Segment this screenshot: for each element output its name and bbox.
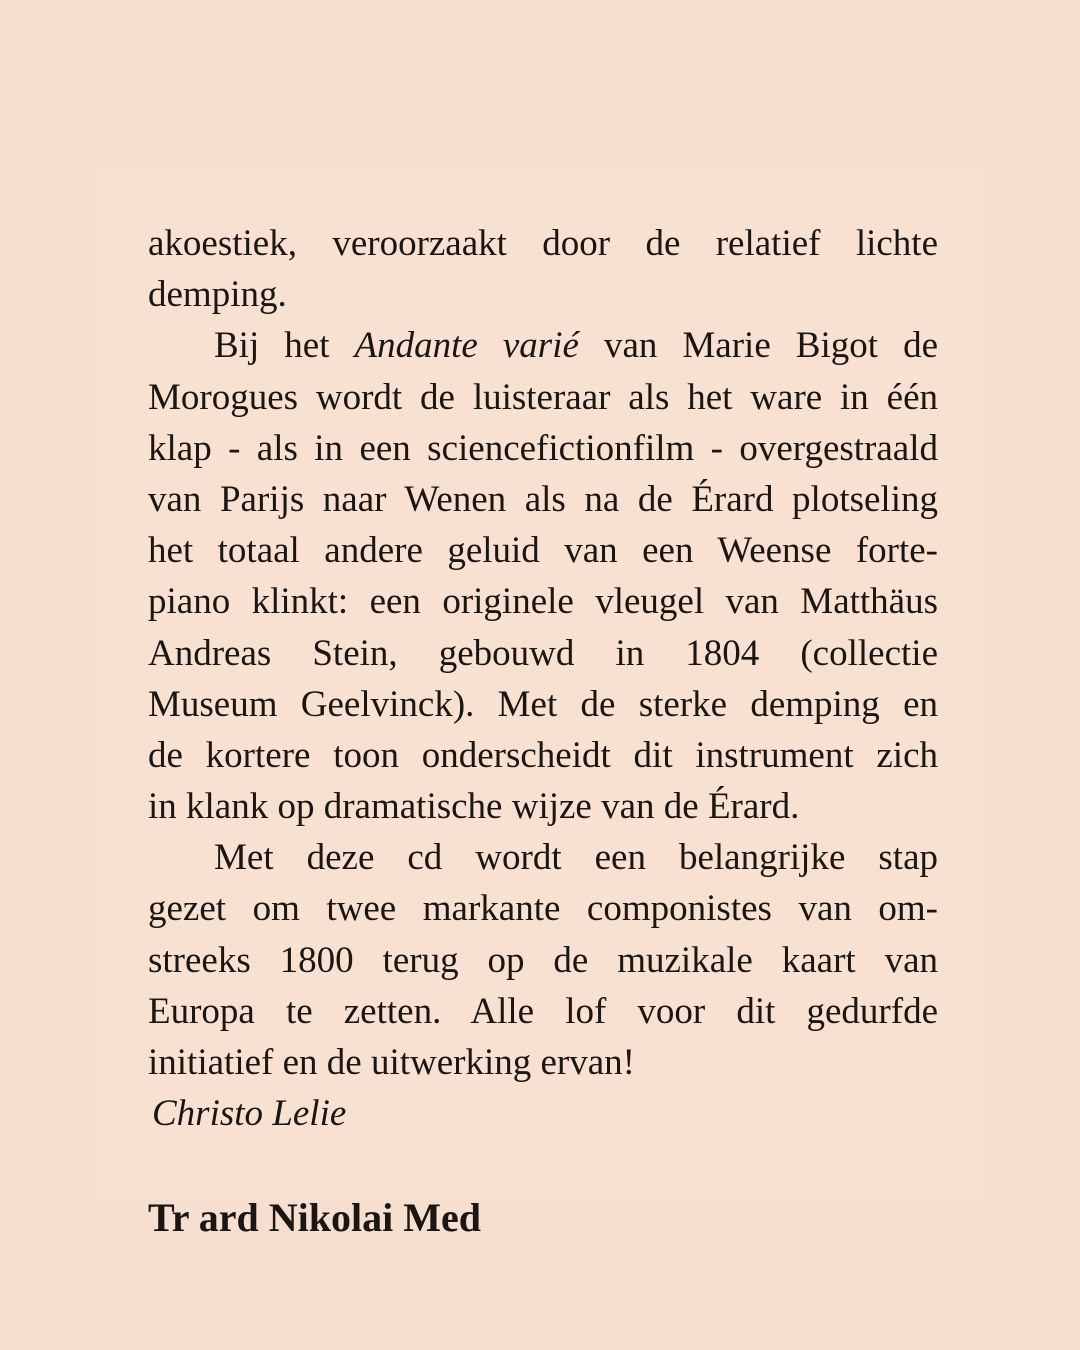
work-title: Andante varié xyxy=(354,325,579,367)
text-line: streeks 1800 terug op de muzikale kaart van xyxy=(148,939,938,981)
text-line: Europa te zetten. Alle lof voor dit gedurfde xyxy=(148,990,938,1032)
author-signature: Christo Lelie xyxy=(152,1093,347,1135)
text-line: de kortere toon onderscheidt dit instrument zich xyxy=(148,734,938,776)
text-line xyxy=(148,320,938,371)
text-line: in klank op dramatische wijze van de Érard. xyxy=(148,786,800,828)
text-line: akoestiek, veroorzaakt door de relatief lichte xyxy=(148,223,938,264)
text-line: Andreas Stein, gebouwd in 1804 (collectie xyxy=(148,632,938,674)
text-line: van Parijs naar Wenen als na de Érard plotseling xyxy=(148,478,938,520)
text-line: het totaal andere geluid van een Weense forte- xyxy=(148,530,938,572)
document-page xyxy=(92,168,988,1240)
text-fragment: van Marie Bigot de xyxy=(578,325,938,367)
text-line: initiatief en de uitwerking ervan! xyxy=(148,1042,635,1083)
text-line: Museum Geelvinck). Met de sterke demping en xyxy=(148,683,938,725)
text-line: gezet om twee markante componistes van om- xyxy=(148,888,938,930)
text-line: demping. xyxy=(148,274,287,316)
text-line: piano klinkt: een originele vleugel van Matthäus xyxy=(148,581,938,623)
article-text xyxy=(148,218,938,1139)
text-fragment: Bij het xyxy=(214,325,355,367)
text-line: Morogues wordt de luisteraar als het ware in één xyxy=(148,376,938,418)
next-heading-cutoff xyxy=(148,1176,628,1240)
next-heading-text: Tr ard Nikolai Med xyxy=(148,1195,481,1240)
text-line: Met deze cd wordt een belangrijke stap xyxy=(214,837,938,879)
text-line: klap - als in een sciencefictionfilm - overgestraald xyxy=(148,427,938,469)
